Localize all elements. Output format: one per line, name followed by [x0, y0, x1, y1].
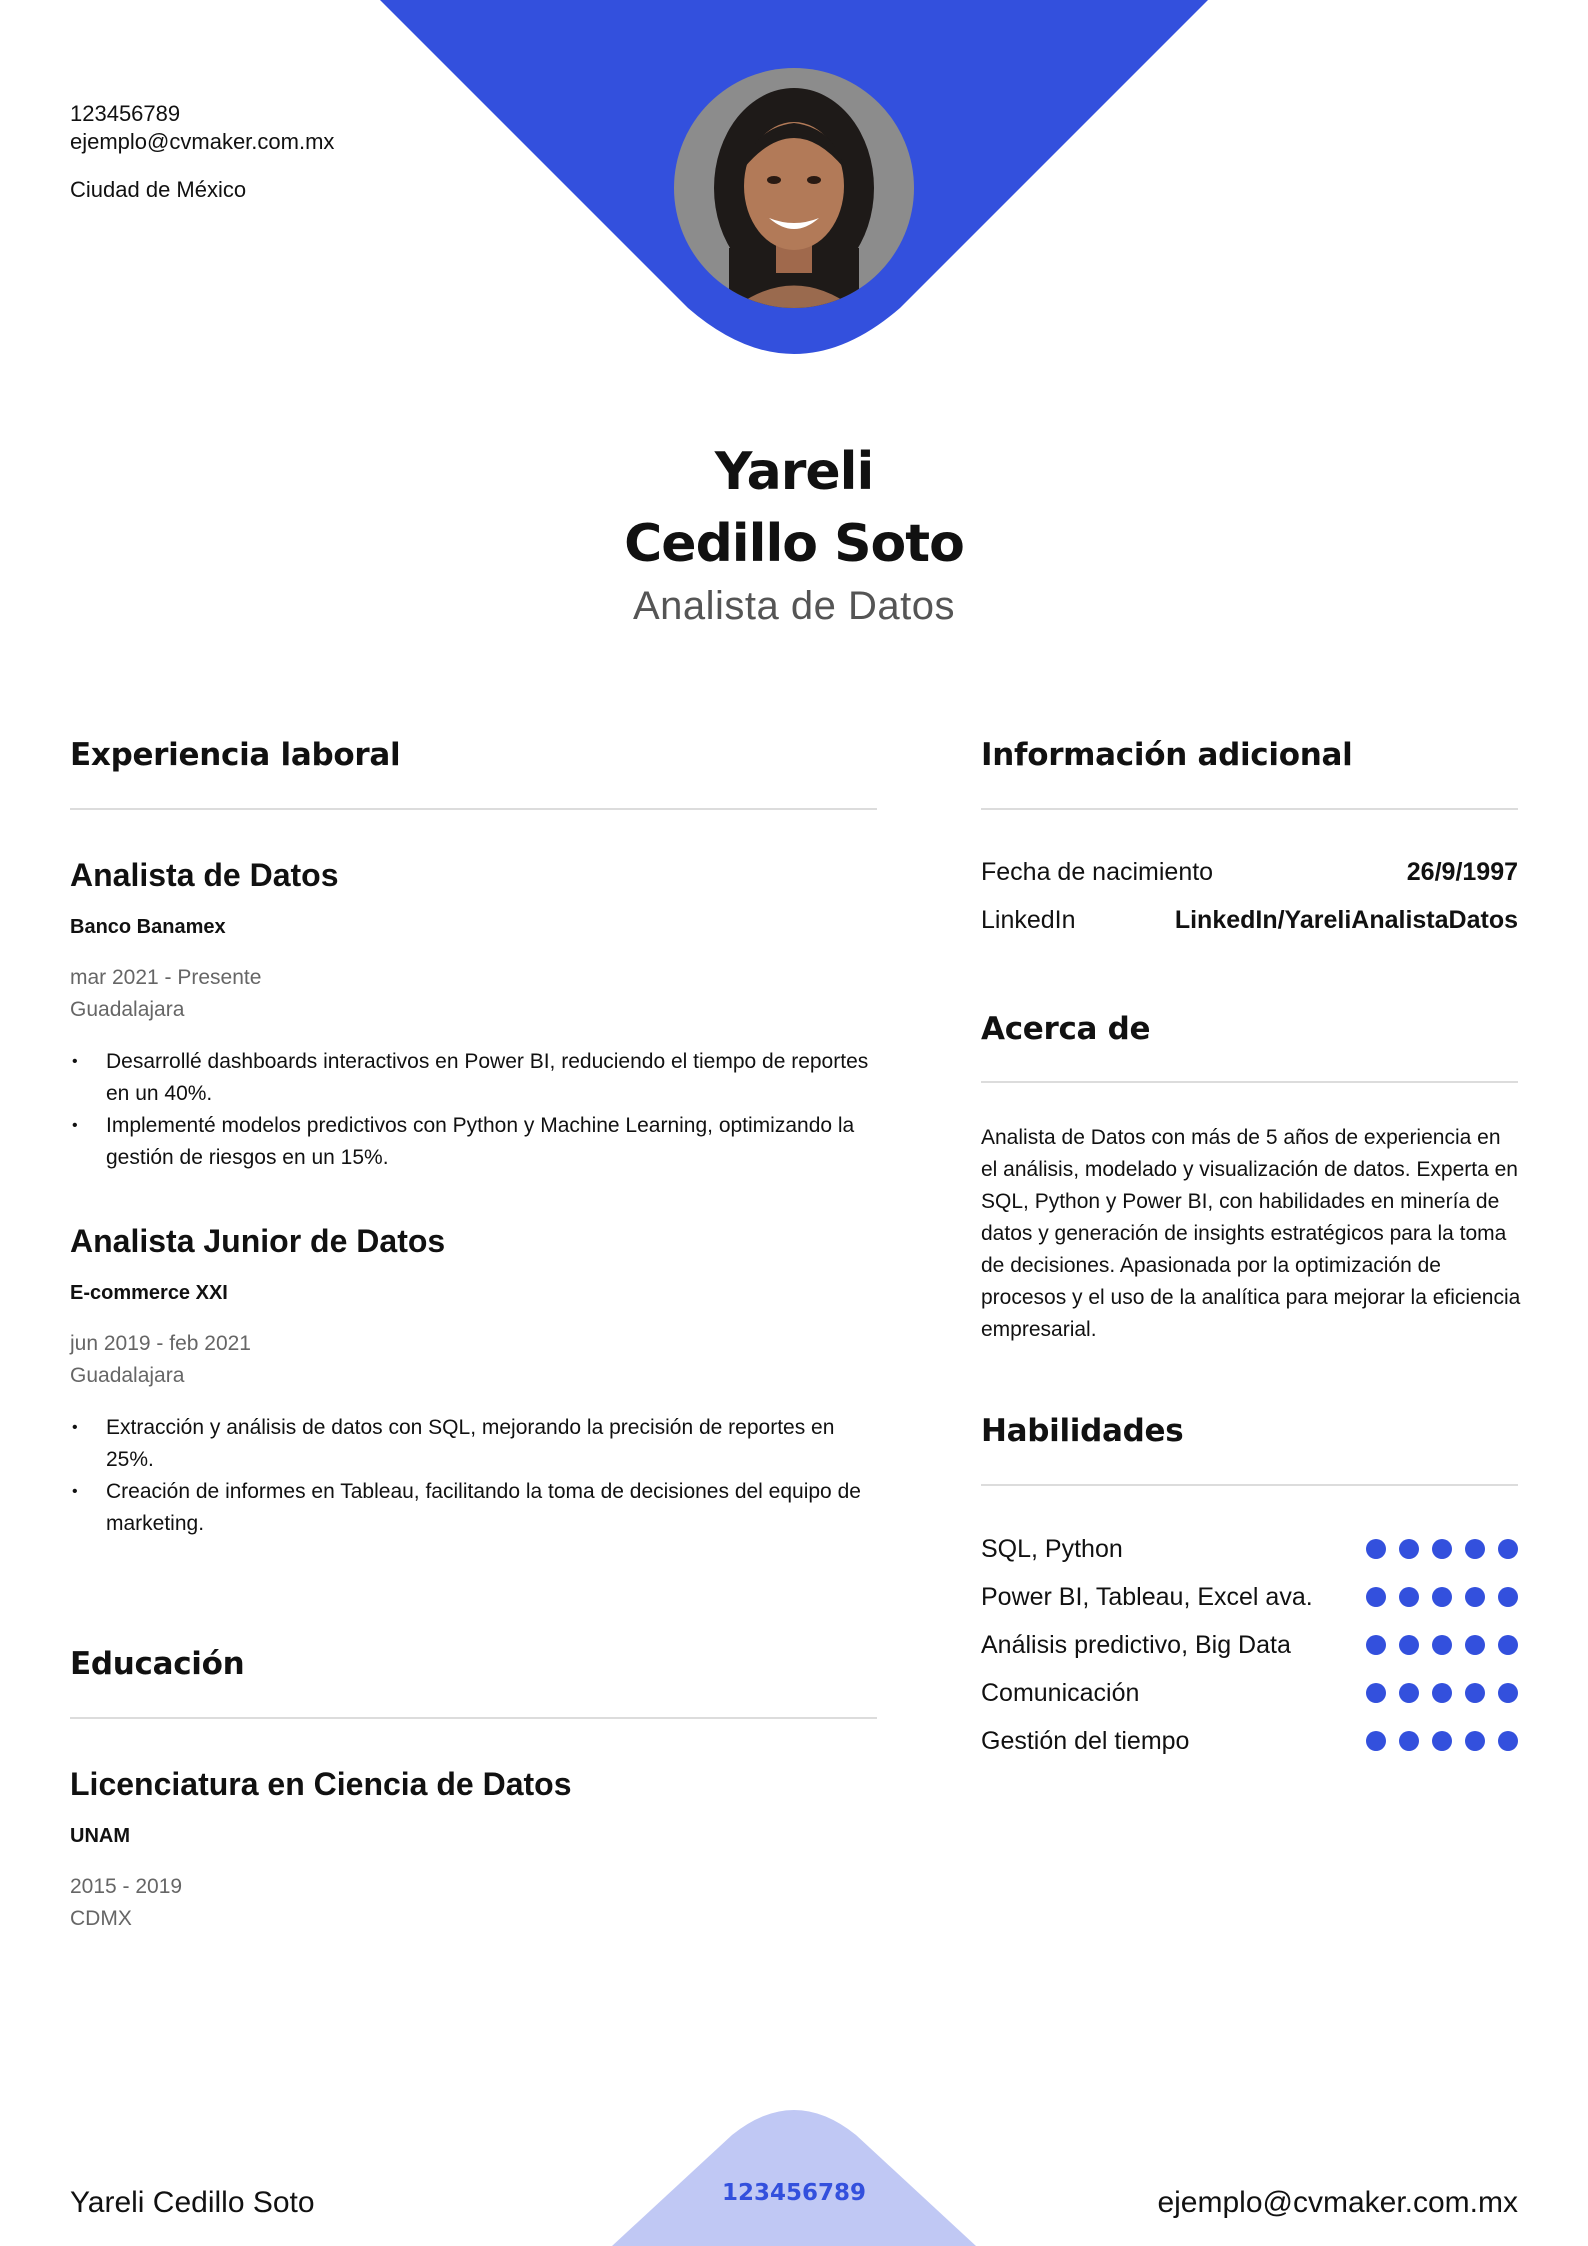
info-label: Fecha de nacimiento	[981, 858, 1214, 886]
skill-level-dot	[1366, 1731, 1386, 1751]
divider	[70, 1717, 877, 1719]
first-name: Yareli	[714, 442, 874, 502]
skill-level-dot	[1432, 1635, 1452, 1655]
skill-level-dot	[1399, 1731, 1419, 1751]
divider	[981, 1484, 1518, 1486]
skill-level-dot	[1498, 1683, 1518, 1703]
skill-level-dot	[1366, 1683, 1386, 1703]
skill-level-dot	[1498, 1539, 1518, 1559]
skill-level-dot	[1432, 1587, 1452, 1607]
divider	[981, 808, 1518, 810]
info-row-birthdate	[981, 855, 1518, 889]
skill-level-dot	[1432, 1731, 1452, 1751]
job-bullets	[70, 1046, 880, 1174]
job-dates: jun 2019 - feb 2021	[70, 1332, 251, 1355]
skill-level-dot	[1432, 1539, 1452, 1559]
skill-level-dot	[1465, 1731, 1485, 1751]
info-value: 26/9/1997	[1406, 858, 1518, 886]
section-title-skills: Habilidades	[981, 1413, 1184, 1449]
list-item: • Extracción y análisis de datos con SQL, mejorando la precisión de reportes en 25%.	[70, 1412, 880, 1476]
contact-email[interactable]: ejemplo@cvmaker.com.mx	[70, 129, 335, 154]
section-title-additional: Información adicional	[981, 737, 1353, 773]
list-item: • Implementé modelos predictivos con Python y Machine Learning, optimizando la gestión de riesgos en un 15%.	[70, 1110, 880, 1174]
skill-level-dot	[1399, 1683, 1419, 1703]
job-bullets	[70, 1412, 880, 1540]
skill-level-dot	[1498, 1635, 1518, 1655]
company-name: Banco Banamex	[70, 916, 226, 938]
skill-row	[981, 1529, 1518, 1569]
skill-level-dot	[1465, 1539, 1485, 1559]
skill-level-dots	[1366, 1683, 1518, 1703]
skill-level-dot	[1465, 1683, 1485, 1703]
skill-level-dot	[1399, 1539, 1419, 1559]
footer-name: Yareli Cedillo Soto	[70, 2186, 315, 2219]
skill-name: SQL, Python	[981, 1534, 1123, 1563]
degree-title: Licenciatura en Ciencia de Datos	[70, 1766, 572, 1802]
skill-name: Gestión del tiempo	[981, 1726, 1190, 1755]
profile-photo	[674, 68, 914, 308]
skill-level-dot	[1498, 1587, 1518, 1607]
job-title: Analista Junior de Datos	[70, 1223, 446, 1259]
skill-level-dot	[1366, 1539, 1386, 1559]
skill-level-dot	[1366, 1635, 1386, 1655]
skill-level-dot	[1399, 1635, 1419, 1655]
divider	[981, 1081, 1518, 1083]
skill-level-dots	[1366, 1539, 1518, 1559]
linkedin-link[interactable]: LinkedIn/YareliAnalistaDatos	[1174, 906, 1518, 934]
footer-phone: 123456789	[721, 2180, 867, 2206]
job-location: Guadalajara	[70, 998, 185, 1021]
list-item: • Desarrollé dashboards interactivos en Power BI, reduciendo el tiempo de reportes en un 40%.	[70, 1046, 880, 1110]
last-name: Cedillo Soto	[624, 514, 964, 574]
skill-level-dot	[1366, 1587, 1386, 1607]
skill-name: Comunicación	[981, 1678, 1140, 1707]
section-title-experience: Experiencia laboral	[70, 737, 401, 773]
company-name: E-commerce XXI	[70, 1282, 228, 1304]
divider	[70, 808, 877, 810]
footer-email[interactable]: ejemplo@cvmaker.com.mx	[1157, 2186, 1518, 2219]
skill-level-dot	[1465, 1635, 1485, 1655]
skill-row	[981, 1721, 1518, 1761]
skill-row	[981, 1625, 1518, 1665]
info-label: LinkedIn	[981, 906, 1076, 934]
info-row-linkedin	[981, 903, 1518, 937]
education-location: CDMX	[70, 1907, 132, 1930]
school-name: UNAM	[70, 1825, 130, 1847]
contact-city: Ciudad de México	[70, 177, 247, 202]
job-role: Analista de Datos	[632, 584, 955, 628]
job-location: Guadalajara	[70, 1364, 185, 1387]
list-item: • Creación de informes en Tableau, facilitando la toma de decisiones del equipo de marketing.	[70, 1476, 880, 1540]
skill-row	[981, 1673, 1518, 1713]
skill-row	[981, 1577, 1518, 1617]
footer-decoration	[612, 2110, 976, 2246]
skill-name: Análisis predictivo, Big Data	[981, 1630, 1291, 1659]
skill-level-dot	[1432, 1683, 1452, 1703]
skill-level-dot	[1399, 1587, 1419, 1607]
job-title: Analista de Datos	[70, 857, 339, 893]
skill-level-dot	[1465, 1587, 1485, 1607]
skill-level-dots	[1366, 1635, 1518, 1655]
section-title-about: Acerca de	[981, 1011, 1151, 1047]
education-dates: 2015 - 2019	[70, 1875, 183, 1898]
about-text: Analista de Datos con más de 5 años de experiencia en el análisis, modelado y visualización de datos. Experta en SQL, Python y Power BI, con habilidades en minería de datos y generación de insights estratégicos para la toma de decisiones. Apasionada por la optimización de procesos y el uso de la analítica para mejorar la eficiencia empresarial.	[981, 1126, 1521, 1341]
skill-level-dots	[1366, 1731, 1518, 1751]
job-dates: mar 2021 - Presente	[70, 966, 262, 989]
section-title-education: Educación	[70, 1646, 245, 1682]
skill-level-dot	[1498, 1731, 1518, 1751]
skill-name: Power BI, Tableau, Excel ava.	[981, 1582, 1313, 1611]
contact-phone: 123456789	[70, 101, 181, 126]
skill-level-dots	[1366, 1587, 1518, 1607]
